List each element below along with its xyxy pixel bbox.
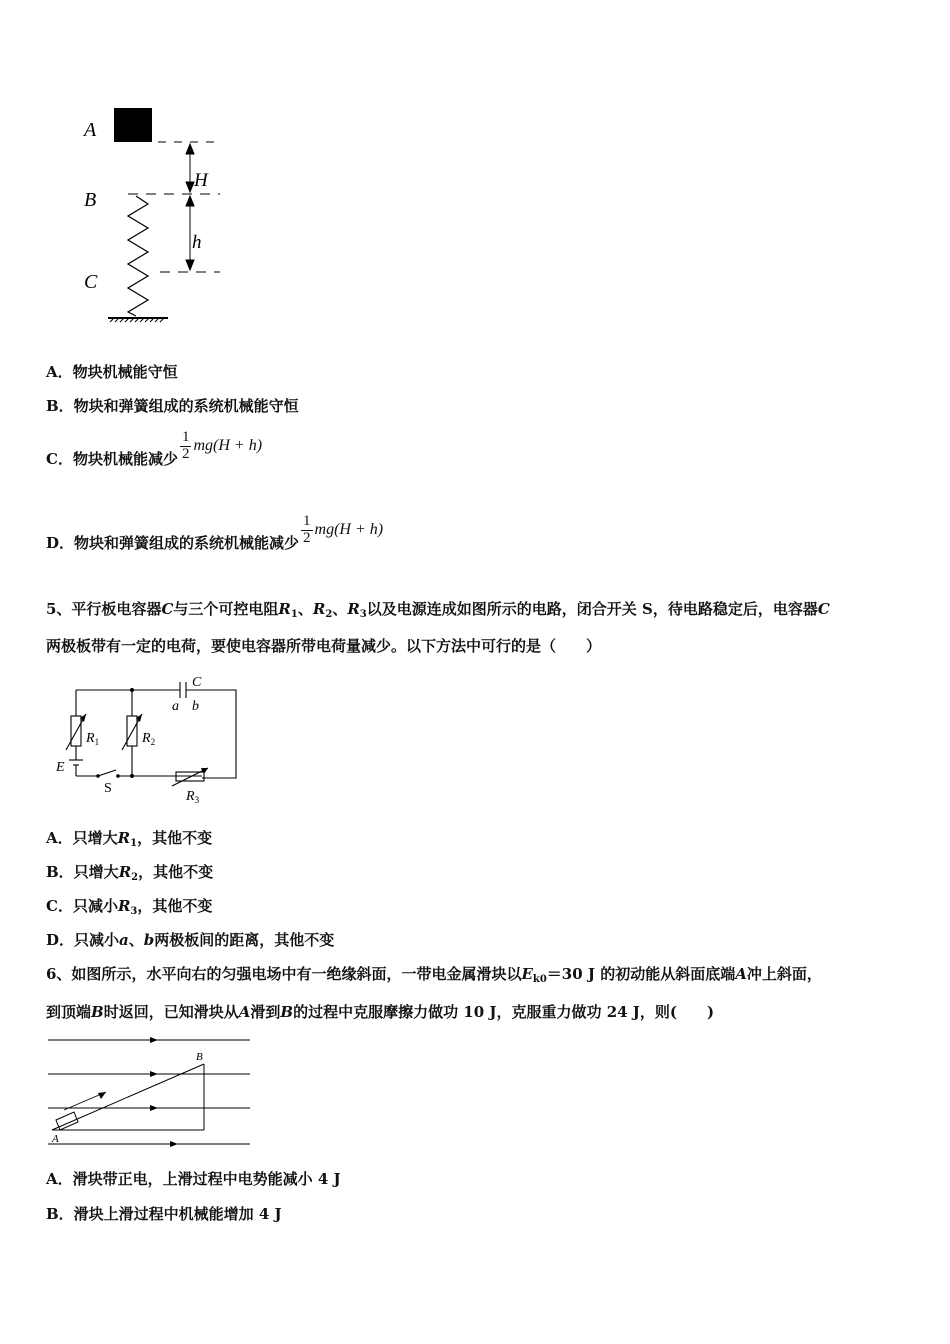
- opt-sep: 、: [128, 931, 144, 949]
- spring-figure: [70, 100, 240, 350]
- circuit-label-c: C: [192, 675, 202, 690]
- q6-option-b: B．滑块上滑过程中机械能增加 4 J: [46, 1205, 282, 1223]
- q5-c: C: [161, 600, 174, 618]
- frac-den: 2: [303, 529, 311, 546]
- opt-text: ，其他不变: [137, 829, 213, 847]
- circuit-label-e: E: [56, 760, 65, 775]
- q5-r2: R: [312, 600, 326, 618]
- q6-ek-sub: k0: [532, 974, 547, 985]
- opt-text: A．只增大: [46, 829, 118, 847]
- label-h: h: [192, 232, 202, 253]
- q6-b: B: [280, 1003, 294, 1021]
- label-b: B: [84, 189, 97, 211]
- circuit-label-s: S: [104, 781, 112, 796]
- q5-text: 与三个可控电阻: [173, 600, 279, 618]
- q6-ek: E: [521, 965, 533, 983]
- q6-text: ＝30 J 的初动能从斜面底端: [546, 965, 736, 983]
- q4-option-a: A．物块机械能守恒: [46, 363, 178, 381]
- q5-option-d: [46, 929, 334, 950]
- label-H: H: [194, 170, 208, 191]
- q6-text: 时返回，已知滑块从: [103, 1003, 239, 1021]
- opt-r: R: [117, 897, 131, 915]
- q6-option-a: A．滑块带正电，上滑过程中电势能减小 4 J: [46, 1170, 341, 1188]
- q4-option-d-text: D．物块和弹簧组成的系统机械能减少: [46, 533, 300, 552]
- q4-option-b: B．物块和弹簧组成的系统机械能守恒: [46, 397, 299, 415]
- q5-r3-sub: 3: [359, 609, 367, 620]
- circuit-label-r1: $R_1$: [86, 731, 100, 747]
- opt-text: C．只减小: [46, 897, 118, 915]
- opt-b: b: [143, 931, 155, 949]
- q5-r1: R: [278, 600, 291, 618]
- q6-text: 到顶端: [46, 1003, 92, 1021]
- incline-label-a: A: [52, 1133, 59, 1145]
- q5-c: C: [817, 600, 830, 618]
- label-c: C: [84, 271, 98, 293]
- q6-a: A: [238, 1003, 251, 1021]
- q5-option-a: [46, 827, 212, 849]
- expression: mg(H + h): [314, 520, 384, 538]
- q6-stem-line2: [46, 1001, 714, 1022]
- q5-stem-line2: 两极板带有一定的电荷，要使电容器所带电荷量减少。以下方法中可行的是（ ）: [46, 637, 602, 655]
- block: [114, 108, 152, 142]
- opt-text: B．只增大: [46, 863, 119, 881]
- q5-text: 以及电源连成如图所示的电路，闭合开关 S，待电路稳定后，电容器: [366, 600, 818, 618]
- frac-den: 2: [181, 445, 190, 462]
- q5-option-b: [46, 861, 213, 883]
- incline-figure: [46, 1034, 256, 1150]
- q6-b: B: [91, 1003, 104, 1021]
- opt-text: ，其他不变: [137, 897, 213, 915]
- opt-sub: 1: [130, 838, 138, 849]
- q5-sep: 、: [297, 600, 313, 618]
- opt-sub: 3: [130, 906, 138, 917]
- frac-num: 1: [303, 513, 311, 529]
- q4-option-d: [46, 514, 383, 553]
- circuit-figure: [52, 672, 252, 812]
- q5-stem-line1: [46, 598, 830, 620]
- opt-sub: 2: [131, 872, 139, 883]
- fraction: [180, 430, 192, 463]
- circuit-label-b: b: [192, 699, 199, 714]
- opt-text: 两极板间的距离，其他不变: [154, 931, 335, 949]
- q4-option-c-text: C．物块机械能减少: [46, 449, 178, 468]
- q6-a: A: [735, 965, 747, 983]
- circuit-label-r2: $R_2$: [142, 731, 156, 747]
- circuit-label-a: a: [172, 699, 179, 714]
- spring: [128, 196, 148, 316]
- q6-stem-line1: [46, 963, 822, 985]
- incline-label-b: B: [196, 1051, 203, 1063]
- q5-text: 5、平行板电容器: [46, 600, 162, 618]
- circuit-label-r3: $R_3$: [186, 789, 200, 805]
- q6-text: 滑到: [250, 1003, 281, 1021]
- q4-option-c: [46, 430, 262, 469]
- opt-text: ，其他不变: [138, 863, 214, 881]
- q6-text: 6、如图所示，水平向右的匀强电场中有一绝缘斜面，一带电金属滑块以: [46, 965, 522, 983]
- fraction: [301, 514, 313, 547]
- q5-sep: 、: [332, 600, 348, 618]
- q5-option-c: [46, 895, 212, 917]
- opt-r: R: [117, 829, 131, 847]
- q6-text: 的过程中克服摩擦力做功 10 J，克服重力做功 24 J，则( ): [293, 1003, 715, 1021]
- opt-r: R: [118, 863, 132, 881]
- q5-r2-sub: 2: [325, 609, 333, 620]
- q6-text: 冲上斜面，: [746, 965, 822, 983]
- opt-text: D．只减小: [46, 931, 120, 949]
- q5-r3: R: [347, 600, 360, 618]
- frac-num: 1: [181, 429, 190, 445]
- opt-a: a: [119, 931, 129, 949]
- label-a: A: [84, 119, 97, 141]
- expression: mg(H + h): [193, 436, 263, 454]
- q5-r1-sub: 1: [290, 609, 298, 620]
